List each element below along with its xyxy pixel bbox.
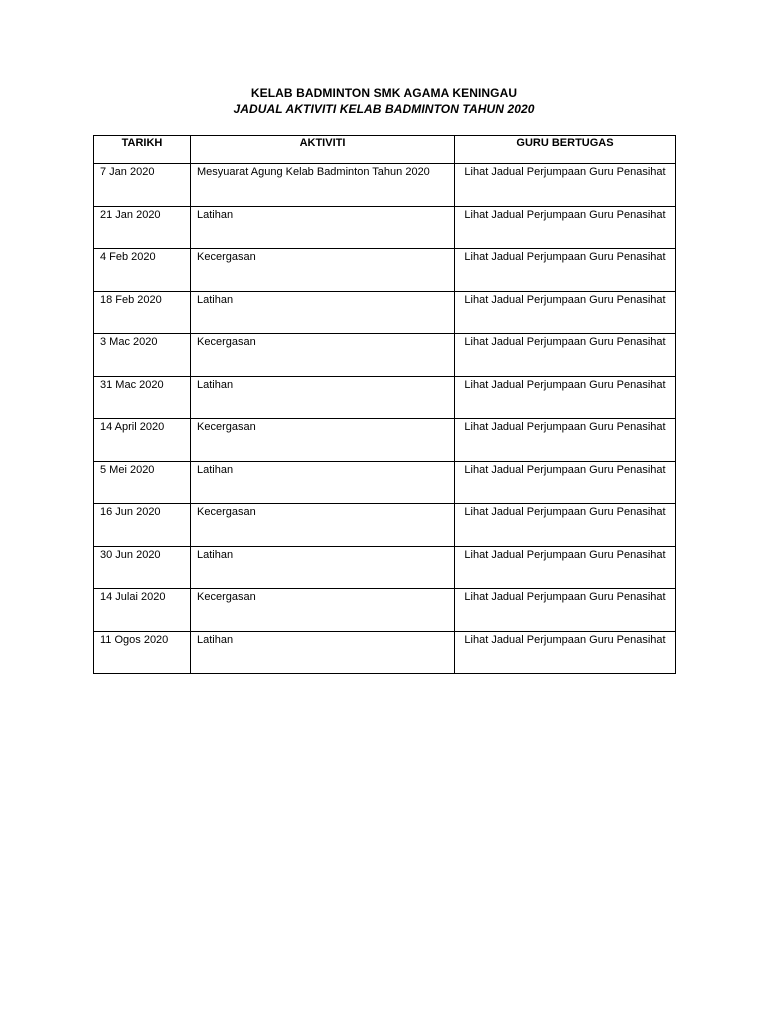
- cell-aktiviti: Latihan: [191, 546, 455, 589]
- cell-aktiviti: Kecergasan: [191, 249, 455, 292]
- table-row: [94, 249, 676, 292]
- cell-tarikh: 16 Jun 2020: [94, 504, 191, 547]
- cell-guru-bertugas: Lihat Jadual Perjumpaan Guru Penasihat: [455, 376, 676, 419]
- column-header-guru-bertugas: GURU BERTUGAS: [455, 136, 676, 164]
- cell-guru-bertugas: Lihat Jadual Perjumpaan Guru Penasihat: [455, 334, 676, 377]
- document-title: KELAB BADMINTON SMK AGAMA KENINGAU: [250, 86, 518, 100]
- cell-tarikh: 11 Ogos 2020: [94, 631, 191, 674]
- cell-tarikh: 14 Julai 2020: [94, 589, 191, 632]
- table-header: [94, 136, 676, 164]
- cell-guru-bertugas: Lihat Jadual Perjumpaan Guru Penasihat: [455, 546, 676, 589]
- table-row: [94, 461, 676, 504]
- table-row: [94, 206, 676, 249]
- cell-aktiviti: Kecergasan: [191, 419, 455, 462]
- cell-guru-bertugas: Lihat Jadual Perjumpaan Guru Penasihat: [455, 461, 676, 504]
- document-subtitle: JADUAL AKTIVITI KELAB BADMINTON TAHUN 2020: [233, 102, 535, 116]
- table-row: [94, 589, 676, 632]
- cell-guru-bertugas: Lihat Jadual Perjumpaan Guru Penasihat: [455, 419, 676, 462]
- cell-aktiviti: Latihan: [191, 291, 455, 334]
- cell-aktiviti: Latihan: [191, 631, 455, 674]
- cell-aktiviti: Latihan: [191, 206, 455, 249]
- column-header-aktiviti: AKTIVITI: [191, 136, 455, 164]
- cell-tarikh: 18 Feb 2020: [94, 291, 191, 334]
- table-row: [94, 291, 676, 334]
- cell-tarikh: 31 Mac 2020: [94, 376, 191, 419]
- column-header-tarikh: TARIKH: [94, 136, 191, 164]
- cell-guru-bertugas: Lihat Jadual Perjumpaan Guru Penasihat: [455, 589, 676, 632]
- activity-schedule-table: [93, 135, 676, 674]
- cell-guru-bertugas: Lihat Jadual Perjumpaan Guru Penasihat: [455, 206, 676, 249]
- cell-guru-bertugas: Lihat Jadual Perjumpaan Guru Penasihat: [455, 291, 676, 334]
- header-row: [94, 136, 676, 164]
- cell-tarikh: 14 April 2020: [94, 419, 191, 462]
- table-row: [94, 376, 676, 419]
- cell-tarikh: 3 Mac 2020: [94, 334, 191, 377]
- table-row: [94, 504, 676, 547]
- document-header: [0, 85, 768, 117]
- table-body: [94, 164, 676, 674]
- cell-guru-bertugas: Lihat Jadual Perjumpaan Guru Penasihat: [455, 249, 676, 292]
- table-row: [94, 546, 676, 589]
- cell-tarikh: 21 Jan 2020: [94, 206, 191, 249]
- table-row: [94, 419, 676, 462]
- cell-guru-bertugas: Lihat Jadual Perjumpaan Guru Penasihat: [455, 164, 676, 207]
- cell-aktiviti: Mesyuarat Agung Kelab Badminton Tahun 2020: [191, 164, 455, 207]
- cell-tarikh: 7 Jan 2020: [94, 164, 191, 207]
- cell-tarikh: 4 Feb 2020: [94, 249, 191, 292]
- cell-aktiviti: Kecergasan: [191, 504, 455, 547]
- table-row: [94, 164, 676, 207]
- cell-tarikh: 30 Jun 2020: [94, 546, 191, 589]
- cell-aktiviti: Latihan: [191, 376, 455, 419]
- table-row: [94, 631, 676, 674]
- cell-aktiviti: Latihan: [191, 461, 455, 504]
- cell-tarikh: 5 Mei 2020: [94, 461, 191, 504]
- table-row: [94, 334, 676, 377]
- cell-aktiviti: Kecergasan: [191, 334, 455, 377]
- cell-aktiviti: Kecergasan: [191, 589, 455, 632]
- cell-guru-bertugas: Lihat Jadual Perjumpaan Guru Penasihat: [455, 504, 676, 547]
- cell-guru-bertugas: Lihat Jadual Perjumpaan Guru Penasihat: [455, 631, 676, 674]
